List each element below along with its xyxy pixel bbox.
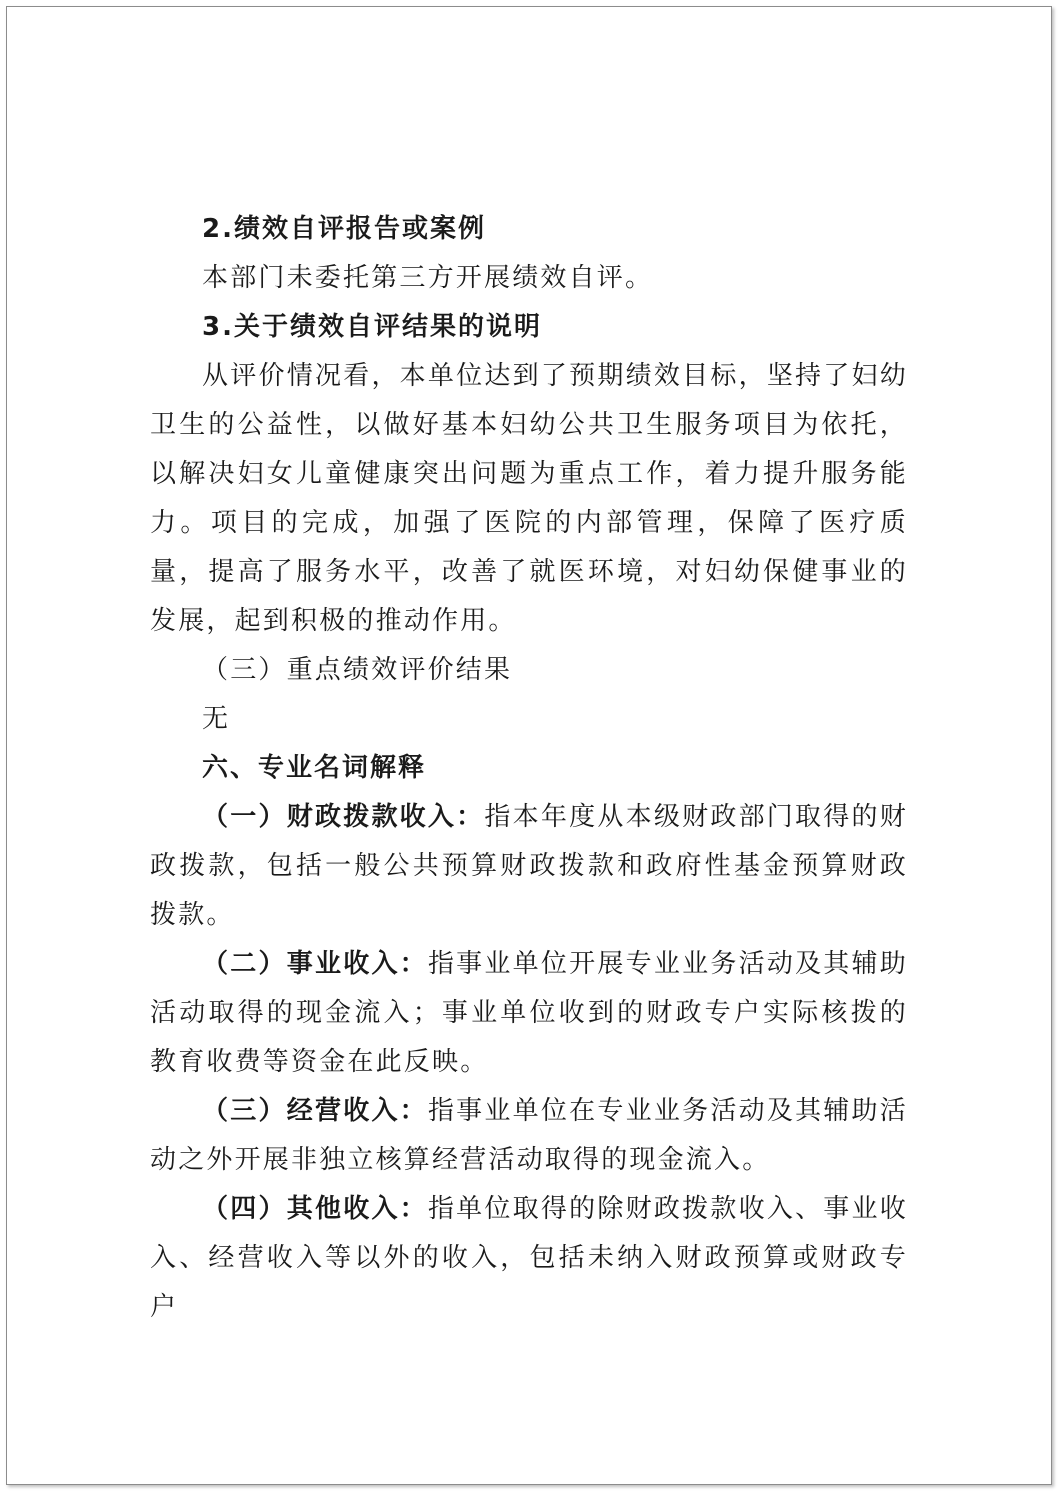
term-definition: 指本年度从本级财政部门取得的财政拨款，包括一般公共预算财政拨款和政府性基金预算财政拨款。 xyxy=(150,802,908,930)
term-label: （三）经营收入： xyxy=(202,1096,428,1126)
section-heading-result-explanation: 3.关于绩效自评结果的说明 xyxy=(202,312,542,342)
term-business-income xyxy=(150,940,908,1087)
term-label: （一）财政拨款收入： xyxy=(202,802,485,832)
subheading-key-evaluation-results: （三）重点绩效评价结果 xyxy=(202,655,513,685)
document-body xyxy=(150,205,908,1332)
section-heading-performance-report: 2.绩效自评报告或案例 xyxy=(202,214,486,244)
section-heading-glossary: 六、专业名词解释 xyxy=(202,753,427,783)
term-label: （二）事业收入： xyxy=(202,949,428,979)
term-definition: 指事业单位开展专业业务活动及其辅助活动取得的现金流入；事业单位收到的财政专户实际核拨的教育收费等资金在此反映。 xyxy=(150,949,908,1077)
term-other-income xyxy=(150,1185,908,1332)
term-fiscal-appropriation-income xyxy=(150,793,908,940)
paragraph-none: 无 xyxy=(202,704,231,734)
document-page xyxy=(6,6,1052,1485)
paragraph-evaluation-summary: 从评价情况看，本单位达到了预期绩效目标，坚持了妇幼卫生的公益性，以做好基本妇幼公共卫生服务项目为依托，以解决妇女儿童健康突出问题为重点工作，着力提升服务能力。项目的完成，加强了医院的内部管理，保障了医疗质量，提高了服务水平，改善了就医环境，对妇幼保健事业的发展，起到积极的推动作用。 xyxy=(150,361,908,636)
paragraph-no-third-party: 本部门未委托第三方开展绩效自评。 xyxy=(202,263,654,293)
term-label: （四）其他收入： xyxy=(202,1194,428,1224)
term-definition: 指事业单位在专业业务活动及其辅助活动之外开展非独立核算经营活动取得的现金流入。 xyxy=(150,1096,908,1175)
term-definition: 指单位取得的除财政拨款收入、事业收入、经营收入等以外的收入，包括未纳入财政预算或财政专户 xyxy=(150,1194,908,1322)
term-operating-income xyxy=(150,1087,908,1185)
